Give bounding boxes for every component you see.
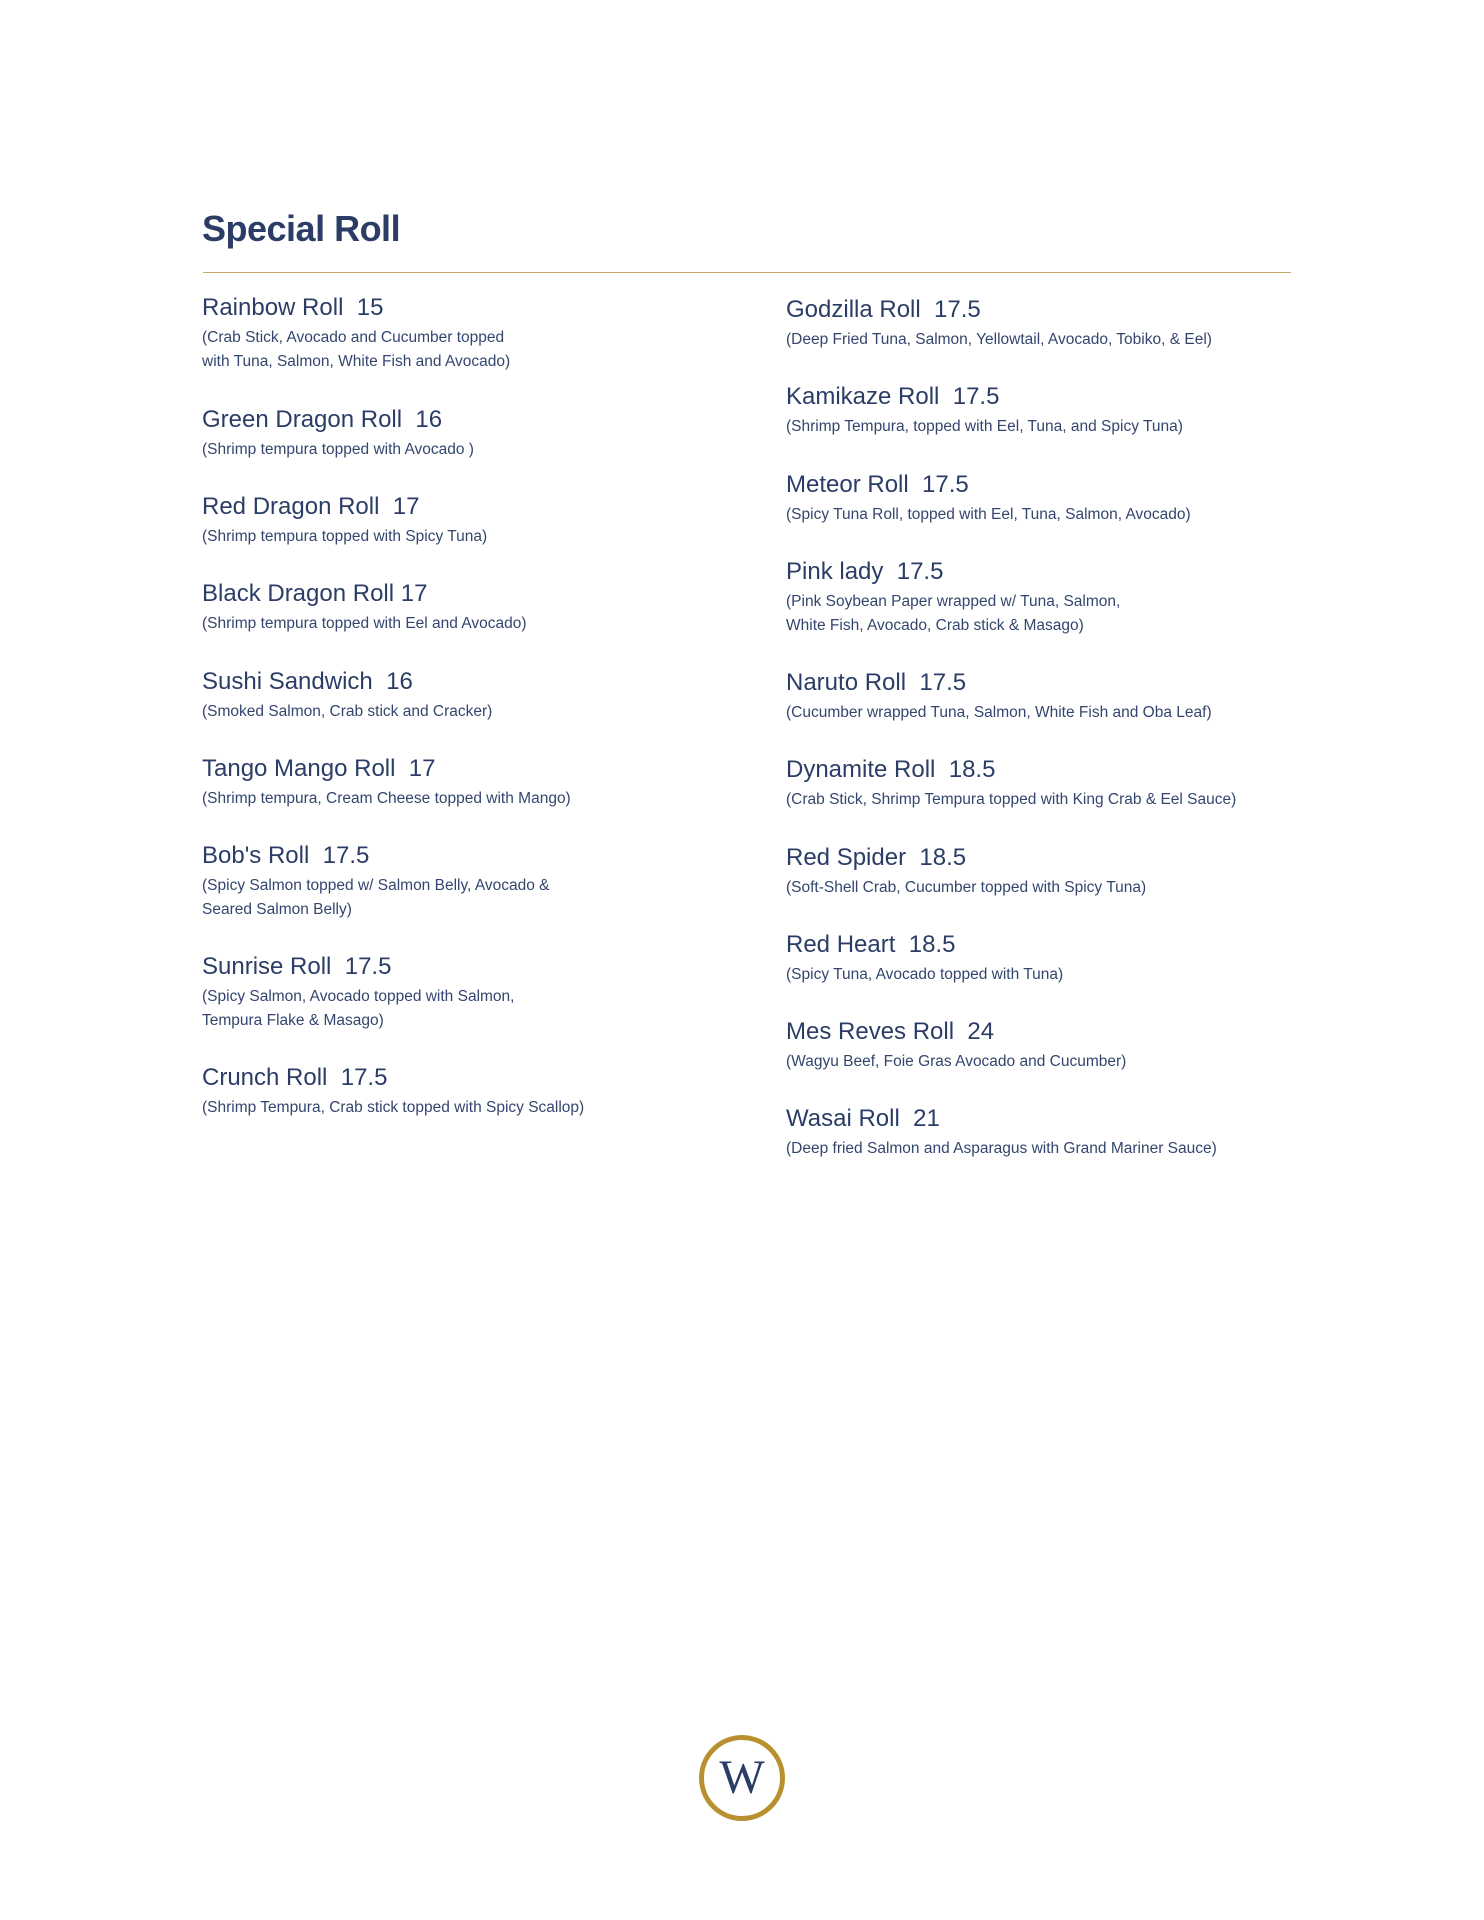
menu-item [202, 667, 762, 724]
menu-item [786, 930, 1346, 987]
menu-item [202, 754, 762, 811]
menu-item [202, 492, 762, 549]
item-name: Dynamite Roll 18.5 [786, 756, 996, 783]
item-description: (Crab Stick, Avocado and Cucumber topped with Tuna, Salmon, White Fish and Avocado) [202, 329, 511, 370]
item-description: (Spicy Salmon topped w/ Salmon Belly, Avocado & Seared Salmon Belly) [202, 877, 550, 918]
menu-item [786, 470, 1346, 527]
logo-letter: W [719, 1751, 765, 1804]
item-description: (Shrimp Tempura, Crab stick topped with Spicy Scallop) [202, 1099, 585, 1116]
menu-item [202, 405, 762, 462]
item-description: (Wagyu Beef, Foie Gras Avocado and Cucumber) [786, 1053, 1127, 1070]
menu-item [786, 382, 1346, 439]
item-name: Naruto Roll 17.5 [786, 669, 967, 696]
item-description: (Deep fried Salmon and Asparagus with Grand Mariner Sauce) [786, 1140, 1217, 1157]
item-name: Godzilla Roll 17.5 [786, 296, 981, 323]
menu-item [786, 843, 1346, 900]
item-description: (Spicy Tuna, Avocado topped with Tuna) [786, 966, 1064, 983]
menu-item [786, 755, 1346, 812]
w-monogram-logo [697, 1733, 787, 1823]
item-name: Crunch Roll 17.5 [202, 1064, 388, 1091]
item-description: (Shrimp tempura topped with Avocado ) [202, 441, 474, 458]
item-description: (Shrimp Tempura, topped with Eel, Tuna, and Spicy Tuna) [786, 418, 1183, 435]
item-name: Red Spider 18.5 [786, 844, 967, 871]
menu-item [786, 668, 1346, 725]
item-name: Sunrise Roll 17.5 [202, 953, 392, 980]
item-description: (Spicy Salmon, Avocado topped with Salmon, Tempura Flake & Masago) [202, 988, 515, 1029]
item-name: Red Dragon Roll 17 [202, 493, 420, 520]
item-name: Meteor Roll 17.5 [786, 471, 969, 498]
item-description: (Cucumber wrapped Tuna, Salmon, White Fish and Oba Leaf) [786, 704, 1212, 721]
item-name: Bob's Roll 17.5 [202, 842, 370, 869]
item-name: Red Heart 18.5 [786, 931, 956, 958]
item-name: Mes Reves Roll 24 [786, 1018, 995, 1045]
item-name: Black Dragon Roll 17 [202, 580, 428, 607]
item-description: (Smoked Salmon, Crab stick and Cracker) [202, 703, 493, 720]
item-description: (Crab Stick, Shrimp Tempura topped with King Crab & Eel Sauce) [786, 791, 1237, 808]
item-name: Wasai Roll 21 [786, 1105, 940, 1132]
item-description: (Shrimp tempura topped with Spicy Tuna) [202, 528, 488, 545]
menu-item [786, 557, 1346, 638]
menu-item [202, 1063, 762, 1120]
menu-item [202, 841, 762, 922]
menu-item [202, 293, 762, 374]
item-name: Green Dragon Roll 16 [202, 406, 443, 433]
menu-item [786, 295, 1346, 352]
item-description: (Deep Fried Tuna, Salmon, Yellowtail, Avocado, Tobiko, & Eel) [786, 331, 1212, 348]
item-description: (Soft-Shell Crab, Cucumber topped with Spicy Tuna) [786, 879, 1147, 896]
menu-item [202, 579, 762, 636]
item-name: Pink lady 17.5 [786, 558, 944, 585]
item-name: Kamikaze Roll 17.5 [786, 383, 1000, 410]
menu-item [786, 1017, 1346, 1074]
page-title: Special Roll [202, 208, 401, 249]
item-description: (Pink Soybean Paper wrapped w/ Tuna, Salmon, White Fish, Avocado, Crab stick & Masago) [786, 593, 1121, 634]
item-name: Tango Mango Roll 17 [202, 755, 436, 782]
menu-item [786, 1104, 1346, 1161]
item-name: Sushi Sandwich 16 [202, 668, 413, 695]
menu-item [202, 952, 762, 1033]
item-description: (Shrimp tempura, Cream Cheese topped with Mango) [202, 790, 571, 807]
item-description: (Spicy Tuna Roll, topped with Eel, Tuna, Salmon, Avocado) [786, 506, 1191, 523]
title-divider [203, 272, 1291, 273]
item-description: (Shrimp tempura topped with Eel and Avocado) [202, 615, 527, 632]
item-name: Rainbow Roll 15 [202, 294, 384, 321]
